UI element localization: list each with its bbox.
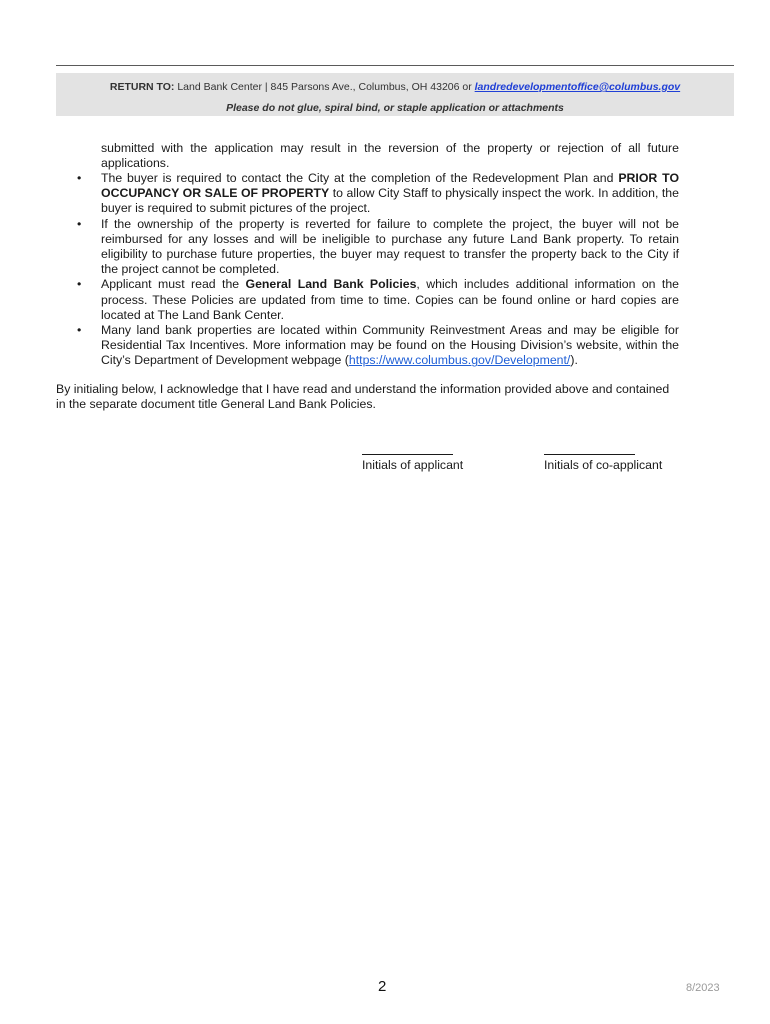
- bullet-icon: •: [77, 216, 82, 231]
- return-line: [56, 81, 734, 93]
- signature-line: [544, 454, 635, 455]
- requirements-list: [77, 171, 680, 369]
- list-item-policies: [77, 277, 679, 323]
- development-link[interactable]: https://www.columbus.gov/Development/: [348, 353, 571, 368]
- acknowledgement-text: By initialing below, I acknowledge that I have read and understand the information provided above and contained in the separate document title General Land Bank Policies.: [56, 382, 670, 412]
- list-item-reversion: [77, 216, 679, 278]
- item-bold-text: General Land Bank Policies: [245, 277, 417, 292]
- return-address: Land Bank Center | 845 Parsons Ave., Columbus, OH 43206 or: [174, 81, 475, 93]
- return-banner: [56, 73, 734, 116]
- page-number: 2: [378, 978, 387, 995]
- item-text: Applicant must read the: [101, 277, 246, 292]
- item-text: ).: [570, 353, 578, 368]
- revision-date: 8/2023: [686, 982, 720, 994]
- list-item-inspection: [77, 171, 680, 217]
- header-divider: [56, 65, 734, 66]
- binding-notice: Please do not glue, spiral bind, or staple application or attachments: [226, 102, 564, 114]
- item-bold-text: PRIOR TO OCCUPANCY OR SALE OF PROPERTY: [101, 171, 680, 201]
- item-text: If the ownership of the property is reverted for failure to complete the project, the buyer will not be reimbursed for any losses and will be ineligible to purchase any future Land Bank property. To retain eligibility to purchase future properties, the buyer may request to transfer the property back to the City if the project cannot be completed.: [101, 216, 679, 277]
- applicant-initials-field[interactable]: [362, 454, 522, 472]
- item-text: , which includes additional information on the process. These Policies are updated from time to time. Copies can be found online or hard copies are located at The Land Bank Center.: [101, 277, 679, 322]
- co-applicant-initials-label: Initials of co-applicant: [544, 458, 663, 472]
- bullet-icon: •: [77, 323, 82, 338]
- list-item-tax-incentives: [77, 323, 679, 369]
- email-link[interactable]: landredevelopmentoffice@columbus.gov: [474, 81, 681, 93]
- co-applicant-initials-field[interactable]: [544, 454, 704, 472]
- item-text: to allow City Staff to physically inspect the work. In addition, the buyer is required to submit pictures of the project.: [101, 186, 679, 216]
- applicant-initials-label: Initials of applicant: [362, 458, 464, 472]
- continuation-text: submitted with the application may result in the reversion of the property or rejection of all future applications.: [101, 141, 679, 171]
- item-text: The buyer is required to contact the City at the completion of the Redevelopment Plan and: [101, 171, 619, 185]
- signature-line: [362, 454, 453, 455]
- bullet-icon: •: [77, 277, 82, 292]
- bullet-icon: •: [77, 171, 82, 185]
- item-text: Many land bank properties are located within Community Reinvestment Areas and may be eligible for Residential Tax Incentives. More information may be found on the Housing Division’s website, within the City’s Department of Development webpage (: [101, 323, 679, 368]
- return-label: RETURN TO:: [109, 81, 175, 93]
